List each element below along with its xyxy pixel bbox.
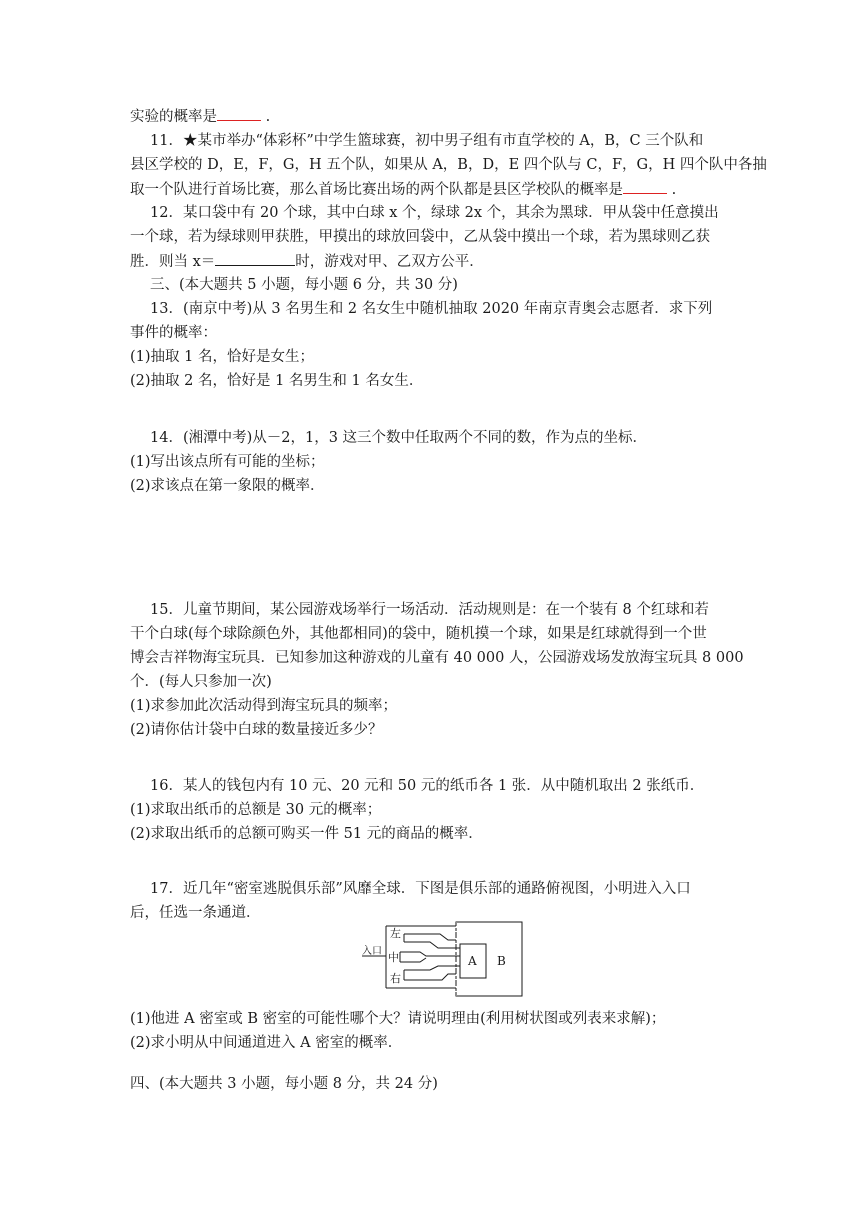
room-a-label: A	[468, 954, 477, 968]
q17-part-1: (1)他进 A 密室或 B 密室的可能性哪个大？请说明理由(利用树状图或列表来求解)；	[130, 1011, 666, 1027]
q17-part-2: (2)求小明从中间通道进入 A 密室的概率．	[130, 1035, 403, 1051]
q10-tail-text: 实验的概率是	[130, 109, 217, 125]
q16-part-1: (1)求取出纸币的总额是 30 元的概率；	[130, 802, 382, 818]
q17-line-2: 后，任选一条通道．	[130, 905, 261, 921]
escape-room-diagram	[360, 918, 530, 1000]
q12-line-1: 12．某口袋中有 20 个球，其中白球 x 个，绿球 2x 个，其余为黑球．甲从袋中任意摸出	[150, 205, 719, 221]
q15-line-2: 干个白球(每个球除颜色外，其他都相同)的袋中，随机摸一个球，如果是红球就得到一个世	[130, 626, 707, 642]
q16-line-1: 16．某人的钱包内有 10 元、20 元和 50 元的纸币各 1 张．从中随机取出 2 张纸币．	[150, 778, 705, 794]
answer-blank[interactable]	[217, 106, 261, 121]
section-4-heading: 四、(本大题共 3 小题，每小题 8 分，共 24 分)	[130, 1076, 438, 1092]
entrance-label: 入口	[362, 946, 382, 957]
q13-part-1: (1)抽取 1 名，恰好是女生；	[130, 349, 314, 365]
answer-blank[interactable]	[215, 251, 295, 266]
right-path-label: 右	[390, 972, 401, 985]
q11-line-3: 取一个队进行首场比赛，那么首场比赛出场的两个队都是县区学校队的概率是 .	[130, 179, 676, 200]
q15-line-1: 15．儿童节期间，某公园游戏场举行一场活动．活动规则是：在一个装有 8 个红球和若	[150, 602, 709, 618]
q17-line-1: 17．近几年“密室逃脱俱乐部”风靡全球．下图是俱乐部的通路俯视图，小明进入入口	[150, 881, 691, 897]
q10-tail-line: 实验的概率是 .	[130, 106, 270, 127]
middle-path-label: 中	[388, 951, 399, 964]
q11-line-1: 11．★某市举办“体彩杯”中学生篮球赛，初中男子组有市直学校的 A，B，C 三个队和	[150, 133, 704, 149]
q14-part-2: (2)求该点在第一象限的概率．	[130, 478, 325, 494]
room-b-label: B	[497, 954, 506, 968]
answer-blank[interactable]	[623, 179, 667, 194]
q12-line-3: 胜．则当 x＝ 时，游戏对甲、乙双方公平．	[130, 251, 484, 272]
q15-part-1: (1)求参加此次活动得到海宝玩具的频率；	[130, 698, 398, 714]
left-path-label: 左	[390, 927, 401, 940]
q15-line-3: 博会吉祥物海宝玩具．已知参加这种游戏的儿童有 40 000 人，公园游戏场发放海宝玩具 8 000	[130, 650, 744, 666]
q13-line-1: 13．(南京中考)从 3 名男生和 2 名女生中随机抽取 2020 年南京青奥会志愿者．求下列	[150, 301, 713, 317]
q14-line-1: 14．(湘潭中考)从－2，1，3 这三个数中任取两个不同的数，作为点的坐标．	[150, 430, 648, 446]
section-3-heading: 三、(本大题共 5 小题，每小题 6 分，共 30 分)	[150, 277, 458, 293]
q16-part-2: (2)求取出纸币的总额可购买一件 51 元的商品的概率．	[130, 826, 483, 842]
q15-part-2: (2)请你估计袋中白球的数量接近多少？	[130, 722, 383, 738]
q15-line-4: 个．(每人只参加一次)	[130, 674, 272, 690]
q13-line-2: 事件的概率：	[130, 325, 217, 341]
q14-part-1: (1)写出该点所有可能的坐标；	[130, 454, 325, 470]
room-b-box	[456, 922, 522, 996]
q11-line-2: 县区学校的 D，E，F，G，H 五个队，如果从 A，B，D，E 四个队与 C，F，G，H 四个队中各抽	[130, 157, 767, 173]
q12-line-2: 一个球，若为绿球则甲获胜，甲摸出的球放回袋中，乙从袋中摸出一个球，若为黑球则乙获	[130, 229, 710, 245]
q13-part-2: (2)抽取 2 名，恰好是 1 名男生和 1 名女生．	[130, 373, 424, 389]
